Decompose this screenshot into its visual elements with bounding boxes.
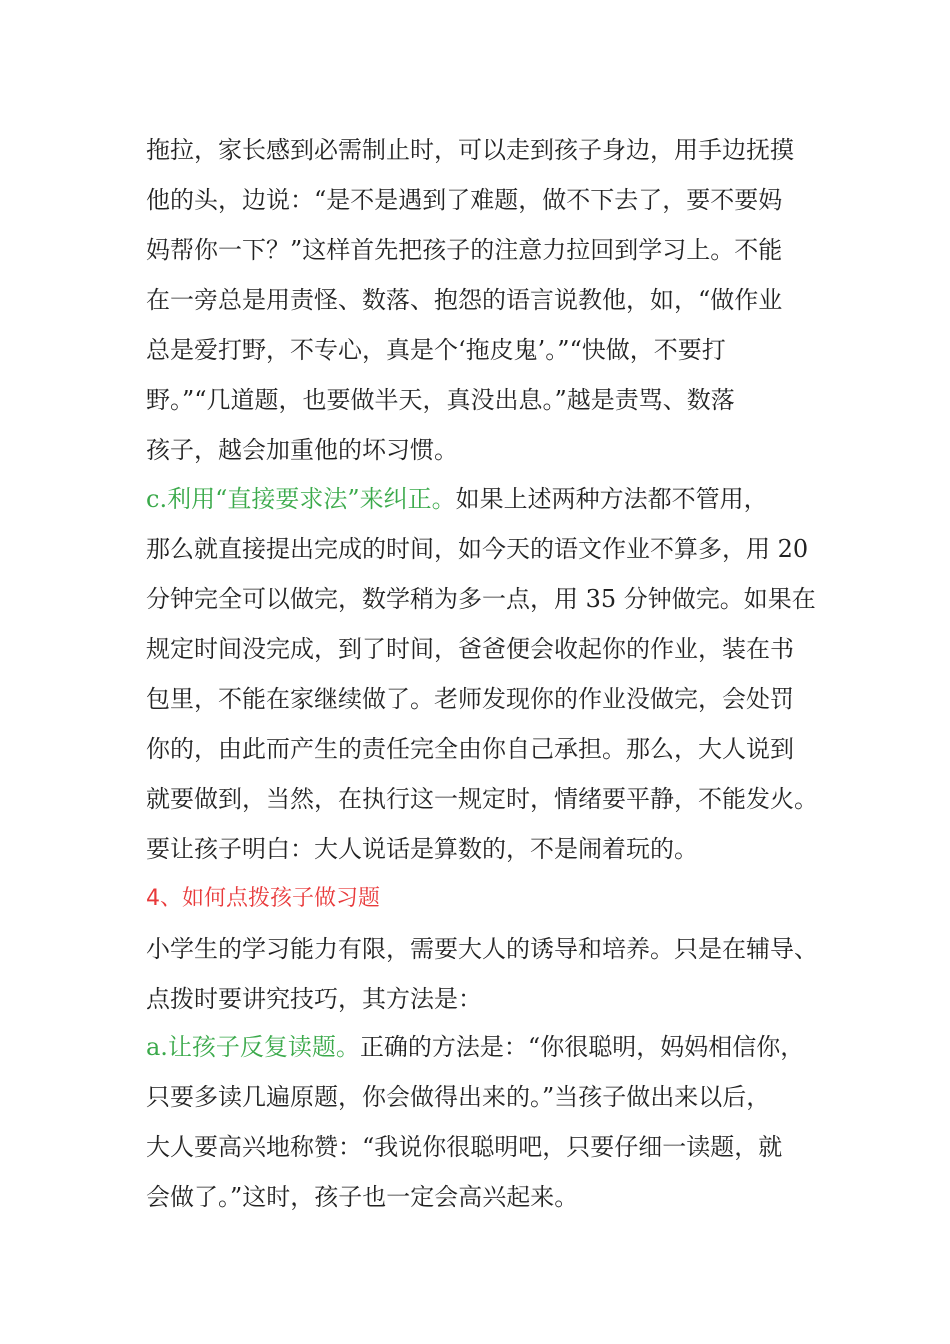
paragraph-line: 会做了。”这时，孩子也一定会高兴起来。 xyxy=(146,1183,579,1211)
paragraph-line: 他的头，边说：“是不是遇到了难题，做不下去了，要不要妈 xyxy=(146,186,783,214)
paragraph-line: 大人要高兴地称赞：“我说你很聪明吧，只要仔细一读题，就 xyxy=(146,1133,783,1161)
section-heading-4: 4、如何点拨孩子做习题 xyxy=(146,886,380,911)
method-a-title: a.让孩子反复读题。 xyxy=(146,1033,360,1061)
paragraph-line: 点拨时要讲究技巧，其方法是： xyxy=(146,985,482,1013)
method-a-text: 正确的方法是：“你很聪明，妈妈相信你， xyxy=(359,1033,805,1061)
method-c-text: 如果上述两种方法都不管用， xyxy=(455,485,768,513)
paragraph-line: 在一旁总是用责怪、数落、抱怨的语言说教他，如，“做作业 xyxy=(146,286,783,314)
paragraph-line: 野。”“几道题，也要做半天，真没出息。”越是责骂、数落 xyxy=(146,386,735,414)
method-c-title: c.利用“直接要求法”来纠正。 xyxy=(146,485,456,513)
paragraph-line: 那么就直接提出完成的时间，如今天的语文作业不算多，用 20 xyxy=(146,535,809,563)
paragraph-line: 你的，由此而产生的责任完全由你自己承担。那么，大人说到 xyxy=(146,735,794,763)
paragraph-line: 就要做到，当然，在执行这一规定时，情绪要平静，不能发火。 xyxy=(146,785,818,813)
paragraph-line: 小学生的学习能力有限，需要大人的诱导和培养。只是在辅导、 xyxy=(146,935,818,963)
paragraph-line: 要让孩子明白：大人说话是算数的，不是闹着玩的。 xyxy=(146,835,698,863)
paragraph-line: 总是爱打野，不专心，真是个‘拖皮鬼’。”“快做，不要打 xyxy=(146,336,726,364)
paragraph-line: 包里，不能在家继续做了。老师发现你的作业没做完，会处罚 xyxy=(146,685,794,713)
paragraph-line: 妈帮你一下？”这样首先把孩子的注意力拉回到学习上。不能 xyxy=(146,236,783,264)
paragraph-line: 孩子，越会加重他的坏习惯。 xyxy=(146,436,458,464)
paragraph-line: 规定时间没完成，到了时间，爸爸便会收起你的作业，装在书 xyxy=(146,635,794,663)
method-c-line xyxy=(146,484,768,514)
paragraph-line: 拖拉，家长感到必需制止时，可以走到孩子身边，用手边抚摸 xyxy=(146,136,794,164)
method-a-line xyxy=(146,1032,804,1062)
paragraph-line: 分钟完全可以做完，数学稍为多一点，用 35 分钟做完。如果在 xyxy=(146,585,816,613)
paragraph-line: 只要多读几遍原题，你会做得出来的。”当孩子做出来以后， xyxy=(146,1083,771,1111)
